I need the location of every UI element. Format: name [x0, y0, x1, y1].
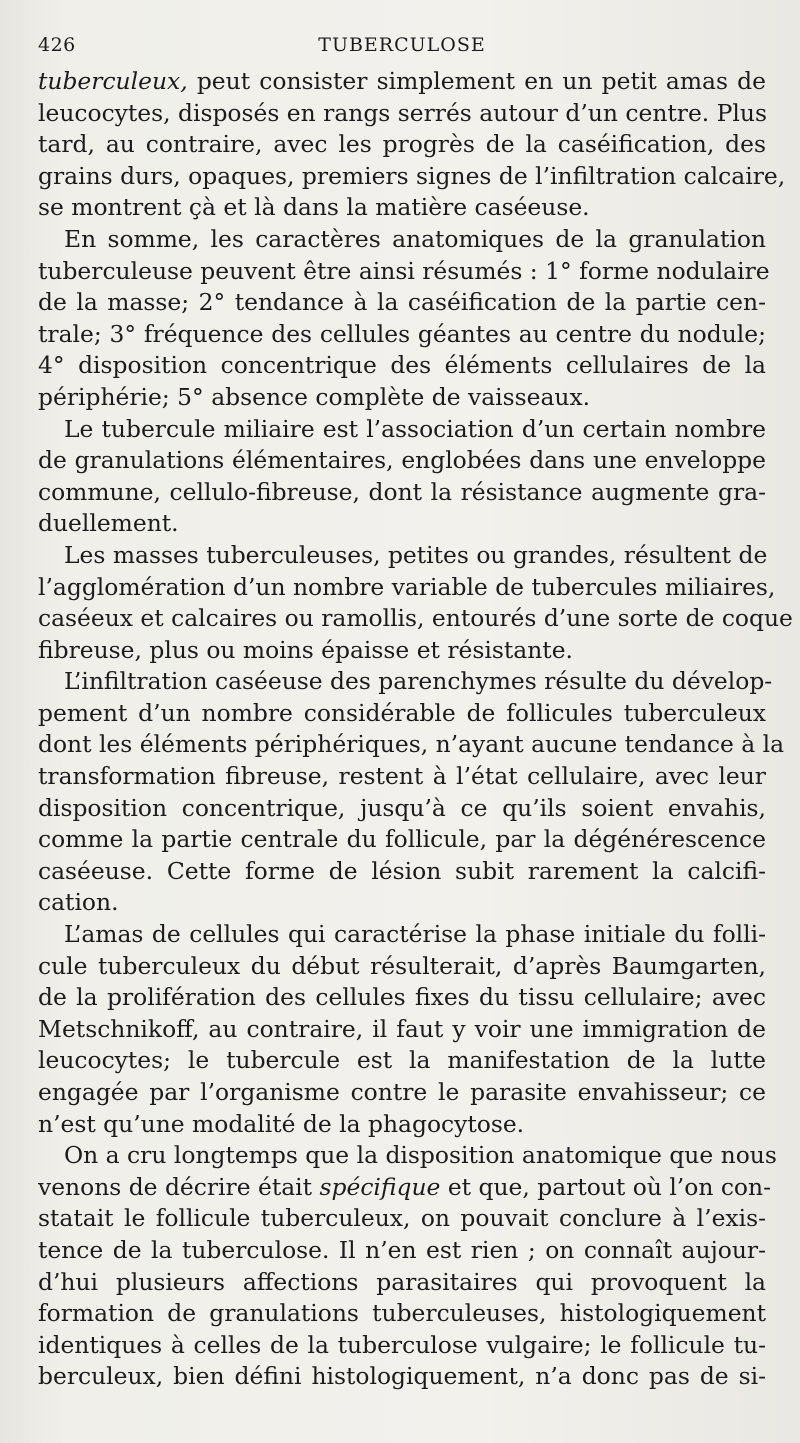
- text-line: fibreuse, plus ou moins épaisse et résistante.: [38, 635, 573, 664]
- text-line: engagée par l’organisme contre le parasite envahisseur; ce: [38, 1078, 766, 1106]
- paragraph: [38, 66, 786, 224]
- text-line: Les masses tuberculeuses, petites ou grandes, résultent de: [64, 540, 768, 569]
- text-line: cule tuberculeux du début résulterait, d’après Baumgarten,: [38, 951, 766, 980]
- italic-word: spécifique: [319, 1172, 441, 1201]
- text-line: d’hui plusieurs affections parasitaires qui provoquent la: [38, 1267, 766, 1296]
- text-line: Le tubercule miliaire est l’association d’un certain nombre: [64, 414, 766, 443]
- text-line: formation de granulations tuberculeuses, histologiquement: [38, 1299, 766, 1328]
- text-line: duellement.: [38, 509, 179, 538]
- paragraph: [38, 666, 785, 919]
- text-line: Metschnikoff, au contraire, il faut y voir une immigration de: [38, 1014, 766, 1043]
- body-text: [38, 66, 793, 1393]
- text-line: caséeux et calcaires ou ramollis, entourés d’une sorte de coque: [38, 604, 793, 633]
- text-line: grains durs, opaques, premiers signes de l’infiltration calcaire,: [38, 161, 786, 190]
- text-line: transformation fibreuse, restent à l’état cellulaire, avec leur: [38, 762, 766, 791]
- text-line: statait le follicule tuberculeux, on pouvait conclure à l’exis-: [38, 1204, 766, 1233]
- paragraph: [38, 414, 766, 540]
- text-line: leucocytes; le tubercule est la manifestation de la lutte: [38, 1046, 766, 1075]
- text-line: de la prolifération des cellules fixes du tissu cellulaire; avec: [38, 983, 766, 1012]
- text-line: commune, cellulo-fibreuse, dont la résistance augmente gra-: [38, 477, 766, 506]
- page-number: 426: [38, 34, 76, 56]
- text-line: périphérie; 5° absence complète de vaisseaux.: [38, 382, 591, 411]
- text-line: venons de décrire était spécifique et que, partout où l’on con-: [38, 1172, 771, 1201]
- text-line: On a cru longtemps que la disposition anatomique que nous: [64, 1141, 777, 1170]
- text-line: tuberculeux, peut consister simplement en un petit amas de: [38, 67, 766, 95]
- text-line: disposition concentrique, jusqu’à ce qu’ils soient envahis,: [38, 793, 766, 822]
- text-line: tence de la tuberculose. Il n’en est rien ; on connaît aujour-: [38, 1235, 766, 1264]
- text-line: dont les éléments périphériques, n’ayant aucune tendance à la: [38, 730, 785, 759]
- text-line: n’est qu’une modalité de la phagocytose.: [38, 1109, 525, 1138]
- text-line: leucocytes, disposés en rangs serrés autour d’un centre. Plus: [38, 98, 767, 127]
- text-line: tuberculeuse peuvent être ainsi résumés : 1° forme nodulaire: [38, 256, 770, 285]
- paragraph: [38, 1140, 777, 1393]
- text-line: l’agglomération d’un nombre variable de tubercules miliaires,: [38, 572, 776, 601]
- text-line: trale; 3° fréquence des cellules géantes au centre du nodule;: [38, 319, 766, 348]
- paragraph: [38, 540, 793, 666]
- text-line: de granulations élémentaires, englobées dans une enveloppe: [38, 446, 766, 475]
- text-line: L’amas de cellules qui caractérise la phase initiale du folli-: [64, 920, 766, 949]
- text-line: se montrent çà et là dans la matière caséeuse.: [38, 193, 590, 222]
- text-line: pement d’un nombre considérable de follicules tuberculeux: [38, 698, 766, 727]
- paragraph: [38, 919, 766, 1140]
- text-line: tard, au contraire, avec les progrès de la caséification, des: [38, 130, 766, 159]
- text-line: cation.: [38, 888, 119, 917]
- running-head: [38, 32, 766, 62]
- text-line: L’infiltration caséeuse des parenchymes résulte du dévelop-: [64, 667, 773, 696]
- italic-word: tuberculeux,: [38, 67, 188, 95]
- text-line: identiques à celles de la tuberculose vulgaire; le follicule tu-: [38, 1330, 766, 1359]
- text-line: En somme, les caractères anatomiques de la granulation: [64, 224, 766, 253]
- running-title: TUBERCULOSE: [318, 34, 486, 56]
- text-line: berculeux, bien défini histologiquement, n’a donc pas de si-: [38, 1362, 766, 1391]
- text-line: 4° disposition concentrique des éléments cellulaires de la: [38, 351, 766, 380]
- text-line: caséeuse. Cette forme de lésion subit rarement la calcifi-: [38, 856, 766, 885]
- paragraph: [38, 224, 770, 414]
- text-line: comme la partie centrale du follicule, par la dégénérescence: [38, 825, 766, 854]
- text-line: de la masse; 2° tendance à la caséification de la partie cen-: [38, 288, 766, 317]
